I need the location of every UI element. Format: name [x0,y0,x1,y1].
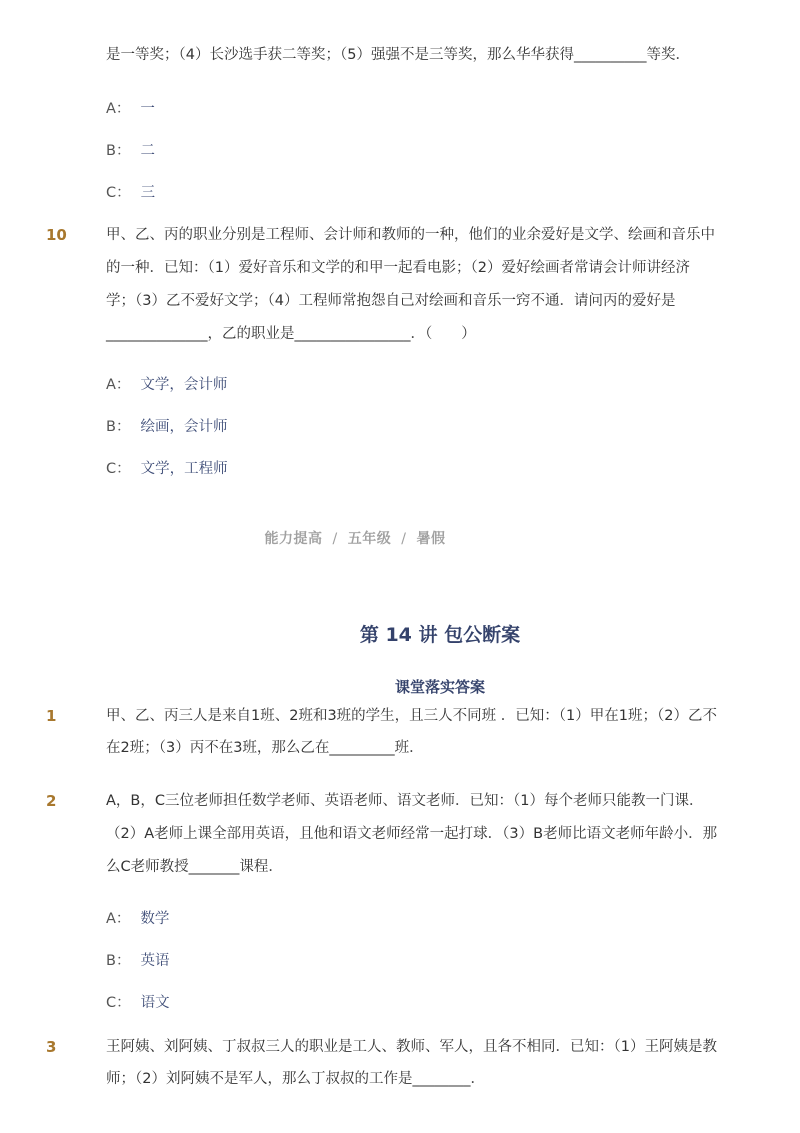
option-separator: ： [116,185,131,201]
q10-line-1: 甲、乙、丙的职业分别是工程师、会计师和教师的一种，他们的业余爱好是文学、绘画和音乐中 [106,227,715,243]
option-letter: B [106,419,116,435]
q2-line-3: 么C老师教授_______课程． [106,859,283,875]
option-letter: C [106,185,117,201]
option-value: 文学，会计师 [140,377,228,393]
option-letter: C [106,461,117,477]
option-letter: A [106,911,116,927]
q2-option-a[interactable] [106,909,169,929]
q9-line-1: 是一等奖；（4）长沙选手获二等奖；（5）强强不是三等奖，那么华华获得__________等奖． [106,47,690,63]
option-value: 文学，工程师 [140,461,228,477]
option-value: 英语 [140,953,170,969]
page-footer [0,528,710,548]
q10-option-b[interactable] [106,417,227,437]
lecture-title: 第 14 讲 包公断案 [359,624,521,646]
option-separator: ： [115,377,131,393]
footer-separator: / [401,531,407,547]
option-letter: A [106,377,116,393]
option-separator: ： [115,143,131,159]
footer-separator: / [332,531,338,547]
q1-line-2: 在2班；（3）丙不在3班，那么乙在_________班． [106,740,424,756]
option-value: 一 [140,101,155,117]
option-letter: C [106,995,117,1011]
q10-number: 10 [46,226,67,244]
option-separator: ： [115,419,131,435]
option-separator: ： [115,953,131,969]
q10-option-c[interactable] [106,459,228,479]
q3-number: 3 [46,1038,57,1056]
footer-part-3: 暑假 [416,531,446,547]
q2-line-2: （2）A老师上课全部用英语，且他和语文老师经常一起打球．（3）B老师比语文老师年龄小．那 [106,826,718,842]
option-value: 三 [140,185,156,201]
option-letter: B [106,143,116,159]
option-value: 绘画，会计师 [140,419,228,435]
footer-part-2: 五年级 [347,531,392,547]
q3-line-2: 师；（2）刘阿姨不是军人，那么丁叔叔的工作是________． [106,1071,485,1087]
q2-option-c[interactable] [106,993,170,1013]
q10-line-4: ______________，乙的职业是________________．（ ） [106,326,476,342]
option-letter: B [106,953,116,969]
option-value: 二 [140,143,155,159]
option-value: 语文 [140,995,170,1011]
q9-option-c[interactable] [106,183,155,203]
q1-line-1: 甲、乙、丙三人是来自1班、2班和3班的学生，且三人不同班 ．已知：（1）甲在1班；（2）乙不 [106,708,717,724]
q10-option-a[interactable] [106,375,227,395]
q10-line-3: 学；（3）乙不爱好文学；（4）工程师常抱怨自己对绘画和音乐一窍不通．请问丙的爱好是 [106,293,676,309]
footer-part-1: 能力提高 [264,531,323,547]
option-separator: ： [116,461,131,477]
q10-line-2: 的一种．已知：（1）爱好音乐和文学的和甲一起看电影；（2）爱好绘画者常请会计师讲经济 [106,260,690,276]
q1-number: 1 [46,707,57,725]
option-separator: ： [115,911,131,927]
q3-line-1: 王阿姨、刘阿姨、丁叔叔三人的职业是工人、教师、军人，且各不相同．已知：（1）王阿姨是教 [106,1039,717,1055]
q2-option-b[interactable] [106,951,169,971]
q2-number: 2 [46,792,57,810]
option-value: 数学 [140,911,170,927]
option-separator: ： [115,101,131,117]
q9-option-a[interactable] [106,99,155,119]
q2-line-1: A，B，C三位老师担任数学老师、英语老师、语文老师．已知：（1）每个老师只能教一门课． [106,793,704,809]
option-letter: A [106,101,116,117]
option-separator: ： [116,995,131,1011]
section-title: 课堂落实答案 [394,678,485,696]
q9-option-b[interactable] [106,141,155,161]
